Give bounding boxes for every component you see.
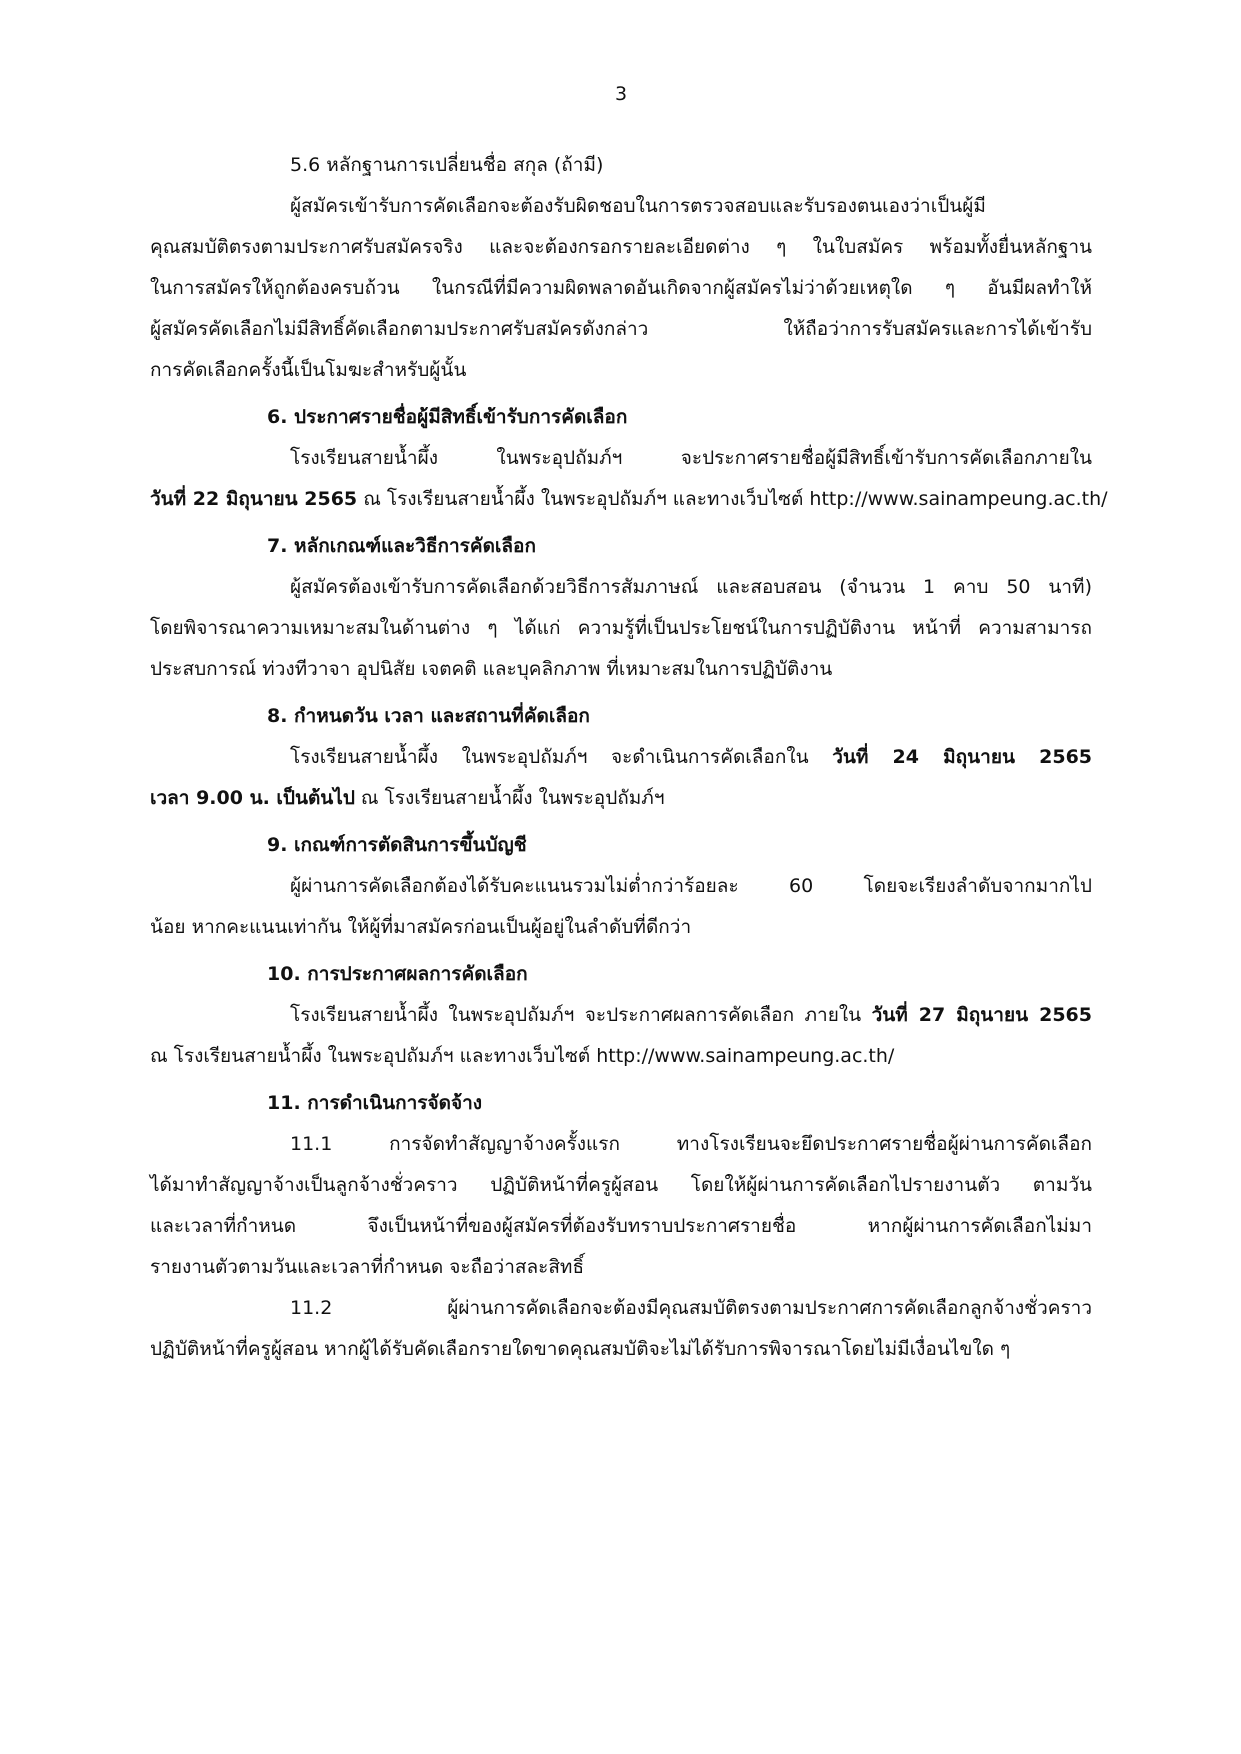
paragraph-line: ณ โรงเรียนสายน้ำผึ้ง ในพระอุปถัมภ์ฯ และทางเว็บไซต์ http://www.sainampeung.ac.th/	[150, 1045, 895, 1067]
paragraph-line: ได้มาทำสัญญาจ้างเป็นลูกจ้างชั่วคราว ปฏิบัติหน้าที่ครูผู้สอน โดยให้ผู้ผ่านการคัดเลือกไปรายงานตัว ตามวัน	[150, 1174, 1092, 1196]
paragraph-text: ณ โรงเรียนสายน้ำผึ้ง ในพระอุปถัมภ์ฯ	[354, 787, 665, 809]
section-heading-8: 8. กำหนดวัน เวลา และสถานที่คัดเลือก	[267, 705, 590, 727]
paragraph-line: ในการสมัครให้ถูกต้องครบถ้วน ในกรณีที่มีความผิดพลาดอันเกิดจากผู้สมัครไม่ว่าด้วยเหตุใด ๆ อันมีผลทำให้	[150, 277, 1092, 299]
page-number: 3	[614, 83, 628, 105]
paragraph-line: รายงานตัวตามวันและเวลาที่กำหนด จะถือว่าสละสิทธิ์	[150, 1256, 585, 1278]
paragraph-line: การคัดเลือกครั้งนี้เป็นโมฆะสำหรับผู้นั้น	[150, 359, 467, 381]
paragraph-line: โดยพิจารณาความเหมาะสมในด้านต่าง ๆ ได้แก่ ความรู้ที่เป็นประโยชน์ในการปฏิบัติงาน หน้าที่ ความสามารถ	[150, 617, 1092, 639]
paragraph-line: ผู้สมัครคัดเลือกไม่มีสิทธิ์คัดเลือกตามประกาศรับสมัครดังกล่าว ให้ถือว่าการรับสมัครและการได้เข้ารับ	[150, 318, 1092, 340]
paragraph-text: โรงเรียนสายน้ำผึ้ง ในพระอุปถัมภ์ฯ จะดำเนินการคัดเลือกใน	[290, 746, 833, 768]
date-text: วันที่ 24 มิถุนายน 2565	[832, 746, 1093, 768]
paragraph-line: 11.1 การจัดทำสัญญาจ้างครั้งแรก ทางโรงเรียนจะยึดประกาศรายชื่อผู้ผ่านการคัดเลือก	[290, 1133, 1092, 1155]
section-heading-7: 7. หลักเกณฑ์และวิธีการคัดเลือก	[267, 535, 536, 557]
paragraph-line: โรงเรียนสายน้ำผึ้ง ในพระอุปถัมภ์ฯ จะประกาศรายชื่อผู้มีสิทธิ์เข้ารับการคัดเลือกภายใน	[290, 447, 1092, 469]
paragraph-line	[150, 478, 1108, 520]
section-heading-9: 9. เกณฑ์การตัดสินการขึ้นบัญชี	[267, 834, 527, 856]
paragraph-line: คุณสมบัติตรงตามประกาศรับสมัครจริง และจะต้องกรอกรายละเอียดต่าง ๆ ในใบสมัคร พร้อมทั้งยื่นหลักฐาน	[150, 236, 1092, 258]
date-text: วันที่ 27 มิถุนายน 2565	[871, 1004, 1092, 1026]
paragraph-text: ณ โรงเรียนสายน้ำผึ้ง ในพระอุปถัมภ์ฯ และทางเว็บไซต์ http://www.sainampeung.ac.th/	[357, 488, 1108, 510]
paragraph-line	[150, 736, 1092, 778]
paragraph-line: ผู้สมัครต้องเข้ารับการคัดเลือกด้วยวิธีการสัมภาษณ์ และสอบสอน (จำนวน 1 คาบ 50 นาที)	[290, 576, 1092, 598]
paragraph-line: น้อย หากคะแนนเท่ากัน ให้ผู้ที่มาสมัครก่อนเป็นผู้อยู่ในลำดับที่ดีกว่า	[150, 916, 692, 938]
paragraph-line: 11.2 ผู้ผ่านการคัดเลือกจะต้องมีคุณสมบัติตรงตามประกาศการคัดเลือกลูกจ้างชั่วคราว	[290, 1297, 1092, 1319]
paragraph-line: และเวลาที่กำหนด จึงเป็นหน้าที่ของผู้สมัครที่ต้องรับทราบประกาศรายชื่อ หากผู้ผ่านการคัดเลือกไม่มา	[150, 1215, 1092, 1237]
item-5-6: 5.6 หลักฐานการเปลี่ยนชื่อ สกุล (ถ้ามี)	[290, 154, 604, 176]
paragraph-line: ประสบการณ์ ท่วงทีวาจา อุปนิสัย เจตคติ และบุคลิกภาพ ที่เหมาะสมในการปฏิบัติงาน	[150, 658, 833, 680]
section-heading-10: 10. การประกาศผลการคัดเลือก	[267, 963, 528, 985]
section-heading-6: 6. ประกาศรายชื่อผู้มีสิทธิ์เข้ารับการคัดเลือก	[267, 406, 628, 428]
paragraph-text: โรงเรียนสายน้ำผึ้ง ในพระอุปถัมภ์ฯ จะประกาศผลการคัดเลือก ภายใน	[290, 1004, 872, 1026]
paragraph-line	[150, 777, 1092, 819]
paragraph-line: ผู้สมัครเข้ารับการคัดเลือกจะต้องรับผิดชอบในการตรวจสอบและรับรองตนเองว่าเป็นผู้มี	[290, 195, 986, 217]
document-page	[150, 0, 1108, 1754]
date-text: วันที่ 22 มิถุนายน 2565	[150, 488, 358, 510]
paragraph-line: ผู้ผ่านการคัดเลือกต้องได้รับคะแนนรวมไม่ต่ำกว่าร้อยละ 60 โดยจะเรียงลำดับจากมากไป	[290, 875, 1092, 897]
paragraph-line: ปฏิบัติหน้าที่ครูผู้สอน หากผู้ได้รับคัดเลือกรายใดขาดคุณสมบัติจะไม่ได้รับการพิจารณาโดยไม่มีเงื่อนไขใด ๆ	[150, 1338, 1011, 1360]
section-heading-11: 11. การดำเนินการจัดจ้าง	[267, 1092, 483, 1114]
paragraph-line	[150, 994, 1092, 1036]
time-text: เวลา 9.00 น. เป็นต้นไป	[150, 787, 355, 809]
